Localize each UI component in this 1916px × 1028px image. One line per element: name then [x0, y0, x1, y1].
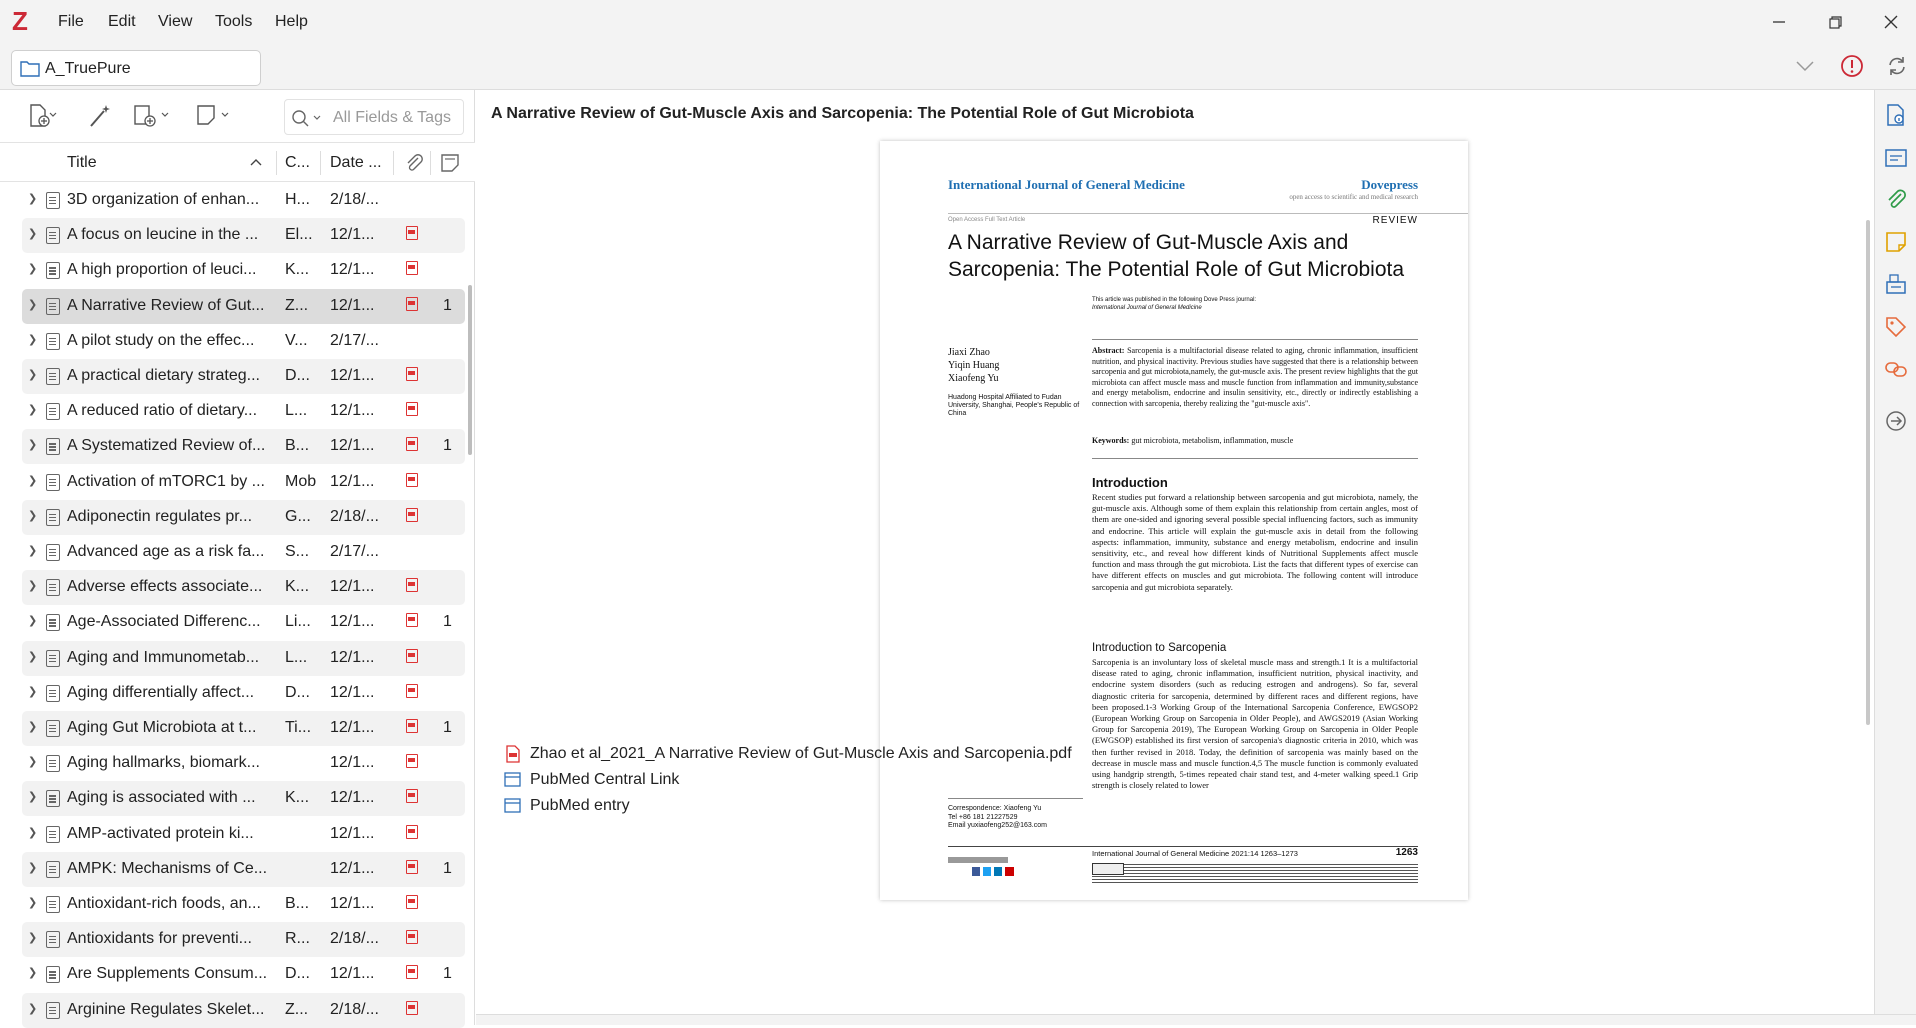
close-icon[interactable]: [1879, 10, 1903, 34]
item-title-cell: A practical dietary strateg...: [67, 367, 260, 384]
column-separator[interactable]: [393, 151, 394, 175]
items-table-header: [0, 142, 475, 182]
pdf-icon[interactable]: [406, 367, 418, 381]
document-icon: [46, 720, 60, 737]
document-icon: [46, 650, 60, 667]
table-row[interactable]: [22, 570, 465, 605]
item-title-cell: Adverse effects associate...: [67, 578, 263, 596]
item-title-cell: Aging differentially affect...: [67, 683, 255, 701]
document-icon: [46, 579, 60, 596]
item-pane: [476, 90, 1874, 1025]
pdf-published-in: This article was published in the following Dove Press journal:: [1092, 297, 1257, 303]
add-attachment-icon[interactable]: [133, 104, 175, 128]
item-date-cell: 12/1...: [330, 613, 375, 631]
item-creator-cell: G...: [285, 507, 311, 525]
item-title-cell: Activation of mTORC1 by ...: [67, 472, 265, 490]
new-note-icon[interactable]: [196, 104, 236, 128]
item-creator-cell: K...: [285, 261, 310, 279]
menu-view[interactable]: View: [158, 13, 193, 30]
items-pane: [0, 90, 475, 1025]
item-title-cell: Aging hallmarks, biomark...: [67, 754, 260, 772]
collection-selector[interactable]: [11, 50, 261, 86]
table-row[interactable]: [22, 852, 465, 887]
pdf-icon[interactable]: [406, 1001, 418, 1015]
chevron-right-icon[interactable]: ❯: [28, 932, 38, 945]
pdf-icon[interactable]: [406, 297, 418, 311]
pdf-abstract-text: Sarcopenia is a multifactorial disease related to aging, chronic inflammation, insufficient nutrition, and physical inactivity. Previous studies have suggested that there is a relationship between sarcopenia and gut microbiota,namely, the gut-muscle axis. The present review highlights that the gut microbiota can affect muscle mass and muscle function from inflammation and immunity,substance and energy metabolism, endocrine and insulin sensitivity, etc., directly or indirectly establishing a connection with sarcopenia, thereby realizing the "gut-muscle axis".: [1092, 346, 1419, 408]
chevron-right-icon[interactable]: ❯: [28, 897, 38, 909]
pdf-file-icon: [504, 745, 522, 763]
item-date-cell: 2/18/...: [330, 191, 379, 208]
table-row[interactable]: [22, 817, 465, 852]
item-date-cell: 12/1...: [330, 261, 375, 279]
chevron-right-icon[interactable]: ❯: [28, 228, 38, 241]
sync-error-icon[interactable]: [1840, 54, 1864, 78]
item-date-cell: 2/18/...: [330, 507, 379, 525]
pdf-rule: [948, 213, 1468, 214]
minimize-icon[interactable]: [1767, 10, 1791, 34]
item-notes-count: 1: [443, 719, 452, 736]
chevron-right-icon[interactable]: ❯: [28, 333, 38, 346]
item-date-cell: 12/1...: [330, 683, 375, 701]
table-row[interactable]: [22, 676, 465, 711]
sync-icon[interactable]: [1885, 54, 1909, 78]
restore-icon[interactable]: [1823, 10, 1847, 34]
tags-section-icon[interactable]: [1885, 316, 1907, 338]
item-sidenav: [1874, 90, 1916, 1025]
menu-tools[interactable]: Tools: [215, 13, 253, 30]
attachment-column-icon[interactable]: [404, 153, 424, 173]
abstract-section-icon[interactable]: [1885, 147, 1907, 169]
pdf-license-text: [1092, 862, 1418, 884]
pdf-sarcopenia-heading: Introduction to Sarcopenia: [1092, 642, 1227, 654]
chevron-right-icon[interactable]: ❯: [28, 650, 38, 663]
sort-ascending-icon: [250, 158, 262, 166]
document-icon: [46, 614, 60, 631]
collection-bar: [0, 44, 1916, 90]
related-section-icon[interactable]: [1885, 358, 1907, 380]
document-icon: [46, 931, 60, 948]
document-icon: [46, 544, 60, 561]
pdf-icon[interactable]: [406, 473, 418, 487]
pdf-icon[interactable]: [406, 402, 418, 416]
pdf-open-access: Open Access Full Text Article: [948, 217, 1026, 223]
item-creator-cell: L...: [285, 648, 308, 666]
cc-license-icon: [1092, 863, 1124, 875]
item-creator-cell: Z...: [285, 1000, 309, 1018]
zotero-logo: Z: [12, 6, 28, 36]
item-date-cell: 2/18/...: [330, 1000, 379, 1018]
document-icon: [46, 966, 60, 983]
item-notes-count: 1: [443, 859, 452, 877]
pdf-icon[interactable]: [406, 508, 418, 522]
table-row[interactable]: [22, 324, 465, 359]
item-title-cell: Arginine Regulates Skelet...: [67, 1000, 265, 1018]
document-icon: [46, 368, 60, 385]
table-row[interactable]: [22, 500, 465, 535]
pdf-icon[interactable]: [406, 613, 418, 627]
document-icon: [46, 262, 60, 279]
menu-file[interactable]: File: [58, 13, 84, 30]
item-creator-cell: Li...: [285, 613, 311, 631]
item-notes-count: 1: [443, 613, 452, 631]
chevron-right-icon[interactable]: ❯: [28, 545, 38, 557]
item-date-cell: 12/1...: [330, 472, 375, 490]
column-title[interactable]: Title: [67, 154, 97, 171]
table-row[interactable]: [22, 957, 465, 992]
table-row[interactable]: [22, 359, 465, 394]
pdf-article-type: REVIEW: [1372, 215, 1418, 226]
items-toolbar: [0, 90, 475, 142]
table-row[interactable]: [22, 218, 465, 253]
magic-wand-icon[interactable]: [87, 104, 113, 128]
pdf-abstract-label: Abstract:: [1092, 346, 1125, 355]
document-icon: [46, 826, 60, 843]
web-link-icon: [504, 797, 522, 815]
chevron-right-icon[interactable]: ❯: [28, 756, 38, 769]
table-row[interactable]: [22, 746, 465, 781]
table-row[interactable]: [22, 429, 465, 464]
pdf-rule: [948, 798, 1083, 799]
pdf-icon[interactable]: [406, 261, 418, 275]
document-icon: [46, 861, 60, 878]
pdf-affiliation: Huadong Hospital Affiliated to Fudan University, Shanghai, People's Republic of China: [948, 394, 1080, 417]
pdf-icon[interactable]: [406, 719, 418, 733]
item-creator-cell: K...: [285, 578, 310, 596]
collection-name: A_TruePure: [45, 60, 131, 77]
chevron-right-icon[interactable]: ❯: [28, 298, 38, 311]
attachment-pubmed-entry[interactable]: PubMed entry: [530, 797, 630, 814]
chevron-right-icon[interactable]: ❯: [28, 369, 38, 381]
new-item-icon[interactable]: [28, 104, 56, 128]
document-icon: [46, 438, 60, 455]
item-date-cell: 12/1...: [330, 402, 375, 420]
pdf-correspondence-name: Correspondence: Xiaofeng Yu: [948, 805, 1042, 812]
item-creator-cell: B...: [285, 895, 310, 912]
pdf-preview[interactable]: [880, 141, 1468, 900]
locate-icon[interactable]: [1885, 410, 1907, 432]
column-separator[interactable]: [320, 151, 321, 175]
chevron-right-icon[interactable]: ❯: [28, 474, 38, 487]
chevron-right-icon[interactable]: ❯: [28, 826, 38, 839]
column-creator[interactable]: C...: [285, 154, 310, 171]
pdf-intro-text: Recent studies put forward a relationship between sarcopenia and gut microbiota, namely, the gut-muscle axis. Although some of them explain this relationship from certain angles, most of them are one-sided and ignoring several possible special influencing factors, such as immunity and endocrine. This article will explain the gut-muscle axis in detail from the following aspects: inflammation, immunity, substance and energy metabolism, endocrine and insulin sensitivity, etc., and reveal how different kinds of Nutritional Supplements affect muscle function and mass through the gut microbiota. List the facts that different types of exercise can have different effects on muscles and gut microbiota. The following content will introduce sarcopenia and gut microbiota separately.: [1092, 492, 1418, 592]
item-creator-cell: Z...: [285, 296, 309, 314]
item-creator-cell: H...: [285, 191, 310, 208]
pdf-correspondence: [948, 805, 1047, 831]
item-date-cell: 12/1...: [330, 965, 375, 983]
item-title-cell: A Narrative Review of Gut...: [67, 296, 265, 314]
pdf-title-line1: A Narrative Review of Gut-Muscle Axis and: [948, 231, 1349, 254]
pdf-publisher: Dovepress: [1361, 177, 1418, 192]
pdf-keywords: [1092, 436, 1418, 445]
pdf-icon[interactable]: [406, 965, 418, 979]
attachment-pdf[interactable]: Zhao et al_2021_A Narrative Review of Gut-Muscle Axis and Sarcopenia.pdf: [530, 745, 1072, 762]
chevron-right-icon[interactable]: ❯: [28, 193, 38, 205]
pdf-footer-links: [948, 857, 1008, 863]
document-icon: [46, 227, 60, 244]
item-creator-cell: Mob: [285, 472, 317, 490]
item-date-cell: 12/1...: [330, 719, 375, 736]
table-row[interactable]: [22, 922, 465, 957]
document-icon: [46, 192, 60, 209]
item-title-cell: A Systematized Review of...: [67, 437, 266, 455]
item-creator-cell: V...: [285, 331, 308, 349]
pdf-footer-journal: International Journal of General Medicine 2021:14 1263–1273: [1092, 849, 1298, 858]
pdf-author: Jiaxi Zhao: [948, 347, 990, 358]
pdf-icon[interactable]: [406, 226, 418, 240]
document-icon: [46, 755, 60, 772]
item-title-cell: A high proportion of leuci...: [67, 261, 257, 279]
item-date-cell: 12/1...: [330, 367, 375, 384]
table-row[interactable]: [22, 465, 465, 500]
chevron-right-icon[interactable]: ❯: [28, 263, 38, 276]
libraries-collections-icon[interactable]: [1885, 273, 1907, 295]
notes-section-icon[interactable]: [1885, 231, 1907, 253]
item-date-cell: 12/1...: [330, 296, 375, 314]
search-input[interactable]: All Fields & Tags: [333, 109, 451, 126]
search-box[interactable]: [284, 99, 464, 135]
attachment-pmc-link[interactable]: PubMed Central Link: [530, 771, 680, 788]
item-creator-cell: D...: [285, 965, 310, 983]
document-icon: [46, 298, 60, 315]
chevron-right-icon[interactable]: ❯: [28, 791, 38, 804]
table-row[interactable]: [22, 781, 465, 816]
item-date-cell: 12/1...: [330, 824, 375, 842]
table-row[interactable]: [22, 253, 465, 288]
table-row[interactable]: [22, 711, 465, 746]
item-creator-cell: S...: [285, 543, 310, 560]
pdf-icon[interactable]: [406, 578, 418, 592]
item-title-cell: A focus on leucine in the ...: [67, 226, 259, 244]
column-separator[interactable]: [276, 151, 277, 175]
item-date-cell: 2/18/...: [330, 930, 379, 948]
attachments-section-icon[interactable]: [1885, 189, 1907, 211]
item-creator-cell: L...: [285, 402, 308, 420]
document-icon: [46, 474, 60, 491]
table-row[interactable]: [22, 183, 465, 218]
table-row[interactable]: [22, 394, 465, 429]
item-title: A Narrative Review of Gut-Muscle Axis and Sarcopenia: The Potential Role of Gut Microbiota: [491, 105, 1194, 122]
item-date-cell: 12/1...: [330, 859, 375, 877]
item-creator-cell: El...: [285, 226, 313, 244]
document-icon: [46, 1002, 60, 1019]
pdf-author: Yiqin Huang: [948, 360, 1000, 371]
document-icon: [46, 896, 60, 913]
item-title-cell: AMP-activated protein ki...: [67, 824, 254, 842]
item-creator-cell: R...: [285, 930, 310, 948]
item-date-cell: 2/17/...: [330, 543, 379, 560]
pdf-rule: [948, 846, 1418, 847]
table-row[interactable]: [22, 535, 465, 570]
item-date-cell: 12/1...: [330, 754, 375, 772]
document-icon: [46, 685, 60, 702]
pdf-icon[interactable]: [406, 754, 418, 768]
pdf-sarcopenia-text: Sarcopenia is an involuntary loss of skeletal muscle mass and strength.1 It is a multifactorial disease rated to aging, chronic inflammation, insufficient nutrition, physical inactivity, and endocrine system disorders (such as reducing estrogen and androgens). So far, several diagnostic criteria for sarcopenia, determined by different races and different regions, have been proposed.1-3 Working Group of the International Sarcopenia Conference, EWGSOP2 (European Working Group on Sarcopenia in Older People), and AWGS2019 (Asian Working Group for Sarcopenia 2019), The European Working Group on Sarcopenia in Older People (EWGSOP) established its first version of sarcopenia's diagnostic criteria in 2010, which was then further revised in 2018. Today, the definition of sarcopenia was mainly based on the decrease in muscle mass and muscle function.4,5 The muscle function is commonly evaluated using handgrip strength, 5-times repeated chair stand test, and 4-meter walking speed.1 Grip strength is closely related to lower: [1092, 657, 1418, 791]
info-section-icon[interactable]: [1885, 104, 1907, 126]
item-date-cell: 12/1...: [330, 226, 375, 244]
pdf-icon[interactable]: [406, 437, 418, 451]
column-separator[interactable]: [430, 151, 431, 175]
column-date[interactable]: Date ...: [330, 154, 382, 171]
item-notes-count: 1: [443, 437, 452, 455]
document-icon: [46, 509, 60, 526]
chevron-down-icon[interactable]: [1795, 59, 1815, 73]
menu-bar: [0, 0, 1916, 44]
social-icons: [972, 867, 1014, 876]
document-icon: [46, 790, 60, 807]
chevron-right-icon[interactable]: ❯: [28, 1002, 38, 1015]
chevron-right-icon[interactable]: ❯: [28, 439, 38, 452]
pdf-rule: [1092, 339, 1418, 340]
pdf-correspondence-tel: Tel +86 181 21227529: [948, 813, 1018, 821]
table-row[interactable]: [22, 993, 465, 1028]
chevron-right-icon[interactable]: ❯: [28, 721, 38, 733]
item-date-cell: 2/17/...: [330, 331, 379, 349]
chevron-right-icon[interactable]: ❯: [28, 615, 38, 628]
pdf-icon[interactable]: [406, 860, 418, 874]
pdf-rule: [1092, 458, 1418, 459]
pdf-publisher-tag: open access to scientific and medical research: [1289, 193, 1418, 201]
chevron-right-icon[interactable]: ❯: [28, 404, 38, 417]
item-title-cell: Aging is associated with ...: [67, 789, 256, 807]
notes-column-icon[interactable]: [440, 153, 460, 173]
item-creator-cell: D...: [285, 683, 310, 701]
item-title-cell: A pilot study on the effec...: [67, 331, 255, 349]
item-title-cell: Antioxidants for preventi...: [67, 930, 252, 948]
pdf-correspondence-email: Email yuxiaofeng252@163.com: [948, 822, 1047, 829]
pdf-intro-heading: Introduction: [1092, 475, 1168, 490]
pdf-keywords-label: Keywords:: [1092, 436, 1130, 445]
item-creator-cell: B...: [285, 437, 310, 455]
item-notes-count: 1: [443, 296, 452, 314]
pdf-icon[interactable]: [406, 649, 418, 663]
item-notes-count: 1: [443, 965, 452, 983]
chevron-right-icon[interactable]: ❯: [28, 861, 38, 874]
item-date-cell: 12/1...: [330, 578, 375, 596]
item-title-cell: 3D organization of enhan...: [67, 191, 260, 208]
items-scrollbar[interactable]: [468, 285, 472, 455]
web-link-icon: [504, 771, 522, 789]
item-date-cell: 12/1...: [330, 895, 375, 912]
item-title-cell: Advanced age as a risk fa...: [67, 543, 265, 560]
item-title-cell: Age-Associated Differenc...: [67, 613, 261, 631]
pdf-journal: International Journal of General Medicine: [948, 177, 1185, 192]
item-date-cell: 12/1...: [330, 789, 375, 807]
item-title-cell: Antioxidant-rich foods, an...: [67, 895, 261, 912]
pdf-author: Xiaofeng Yu: [948, 373, 999, 384]
pdf-icon[interactable]: [406, 895, 418, 909]
document-icon: [46, 333, 60, 350]
item-date-cell: 12/1...: [330, 648, 375, 666]
chevron-right-icon[interactable]: ❯: [28, 509, 38, 522]
chevron-right-icon[interactable]: ❯: [28, 580, 38, 593]
bottom-bar: [476, 1014, 1916, 1025]
pdf-keywords-text: gut microbiota, metabolism, inflammation, muscle: [1131, 436, 1294, 445]
menu-help[interactable]: Help: [275, 13, 308, 30]
table-row[interactable]: [22, 641, 465, 676]
table-row[interactable]: [22, 605, 465, 640]
item-title-cell: AMPK: Mechanisms of Ce...: [67, 859, 268, 877]
chevron-right-icon[interactable]: ❯: [28, 685, 38, 698]
document-icon: [46, 403, 60, 420]
item-title-cell: Are Supplements Consum...: [67, 965, 268, 983]
folder-icon: [20, 60, 40, 77]
table-row[interactable]: [22, 289, 465, 324]
item-title-cell: Adiponectin regulates pr...: [67, 507, 253, 525]
item-title-cell: Aging Gut Microbiota at t...: [67, 719, 257, 736]
pdf-icon[interactable]: [406, 789, 418, 803]
pdf-icon[interactable]: [406, 825, 418, 839]
chevron-right-icon[interactable]: ❯: [28, 967, 38, 980]
pdf-abstract: [1092, 346, 1418, 409]
item-date-cell: 12/1...: [330, 437, 375, 455]
menu-edit[interactable]: Edit: [108, 13, 136, 30]
items-list: [0, 182, 475, 1025]
pdf-authors: [948, 346, 999, 385]
item-creator-cell: D...: [285, 367, 310, 384]
pdf-icon[interactable]: [406, 930, 418, 944]
pdf-page-number: 1263: [1395, 847, 1418, 858]
pdf-published-journal: International Journal of General Medicine: [1092, 305, 1202, 311]
pdf-title-line2: Sarcopenia: The Potential Role of Gut Microbiota: [948, 258, 1405, 281]
item-title-cell: Aging and Immunometab...: [67, 648, 260, 666]
item-pane-scrollbar[interactable]: [1866, 220, 1870, 725]
item-creator-cell: Ti...: [285, 719, 312, 736]
search-icon[interactable]: [291, 109, 325, 127]
table-row[interactable]: [22, 887, 465, 922]
pdf-icon[interactable]: [406, 684, 418, 698]
item-creator-cell: K...: [285, 789, 310, 807]
item-title-cell: A reduced ratio of dietary...: [67, 402, 258, 420]
